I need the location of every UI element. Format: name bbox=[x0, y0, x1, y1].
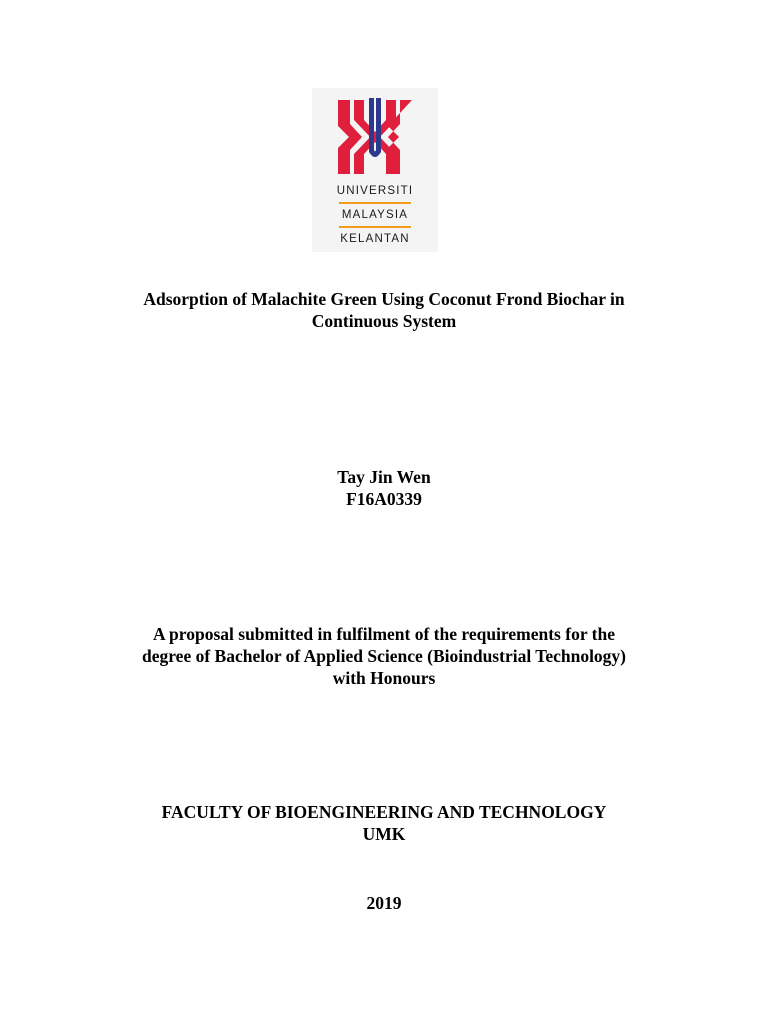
submission-year bbox=[0, 892, 768, 914]
university-abbrev: UMK bbox=[362, 824, 406, 844]
faculty-info bbox=[0, 801, 768, 845]
author-info bbox=[0, 466, 768, 510]
title-line: Continuous System bbox=[311, 311, 457, 331]
logo-divider bbox=[339, 226, 411, 228]
logo-divider bbox=[339, 202, 411, 204]
logo-blue-u bbox=[369, 98, 381, 157]
logo-line-kelantan: KELANTAN bbox=[340, 233, 410, 245]
university-logo bbox=[312, 88, 438, 252]
logo-line-malaysia: MALAYSIA bbox=[341, 209, 409, 221]
student-id: F16A0339 bbox=[346, 489, 422, 509]
logo-wordmark bbox=[312, 186, 438, 246]
proposal-line: A proposal submitted in fulfilment of the requirements for the bbox=[153, 624, 615, 644]
document-title bbox=[0, 288, 768, 332]
proposal-line: degree of Bachelor of Applied Science (Bioindustrial Technology) bbox=[141, 646, 627, 666]
proposal-line: with Honours bbox=[332, 668, 436, 688]
title-line: Adsorption of Malachite Green Using Coconut Frond Biochar in bbox=[143, 289, 625, 309]
umk-logo-icon bbox=[334, 96, 416, 178]
year: 2019 bbox=[366, 893, 402, 913]
proposal-statement bbox=[0, 623, 768, 689]
faculty-name: FACULTY OF BIOENGINEERING AND TECHNOLOGY bbox=[161, 802, 607, 822]
logo-line-universiti: UNIVERSITI bbox=[336, 185, 414, 197]
author-name: Tay Jin Wen bbox=[337, 467, 431, 487]
